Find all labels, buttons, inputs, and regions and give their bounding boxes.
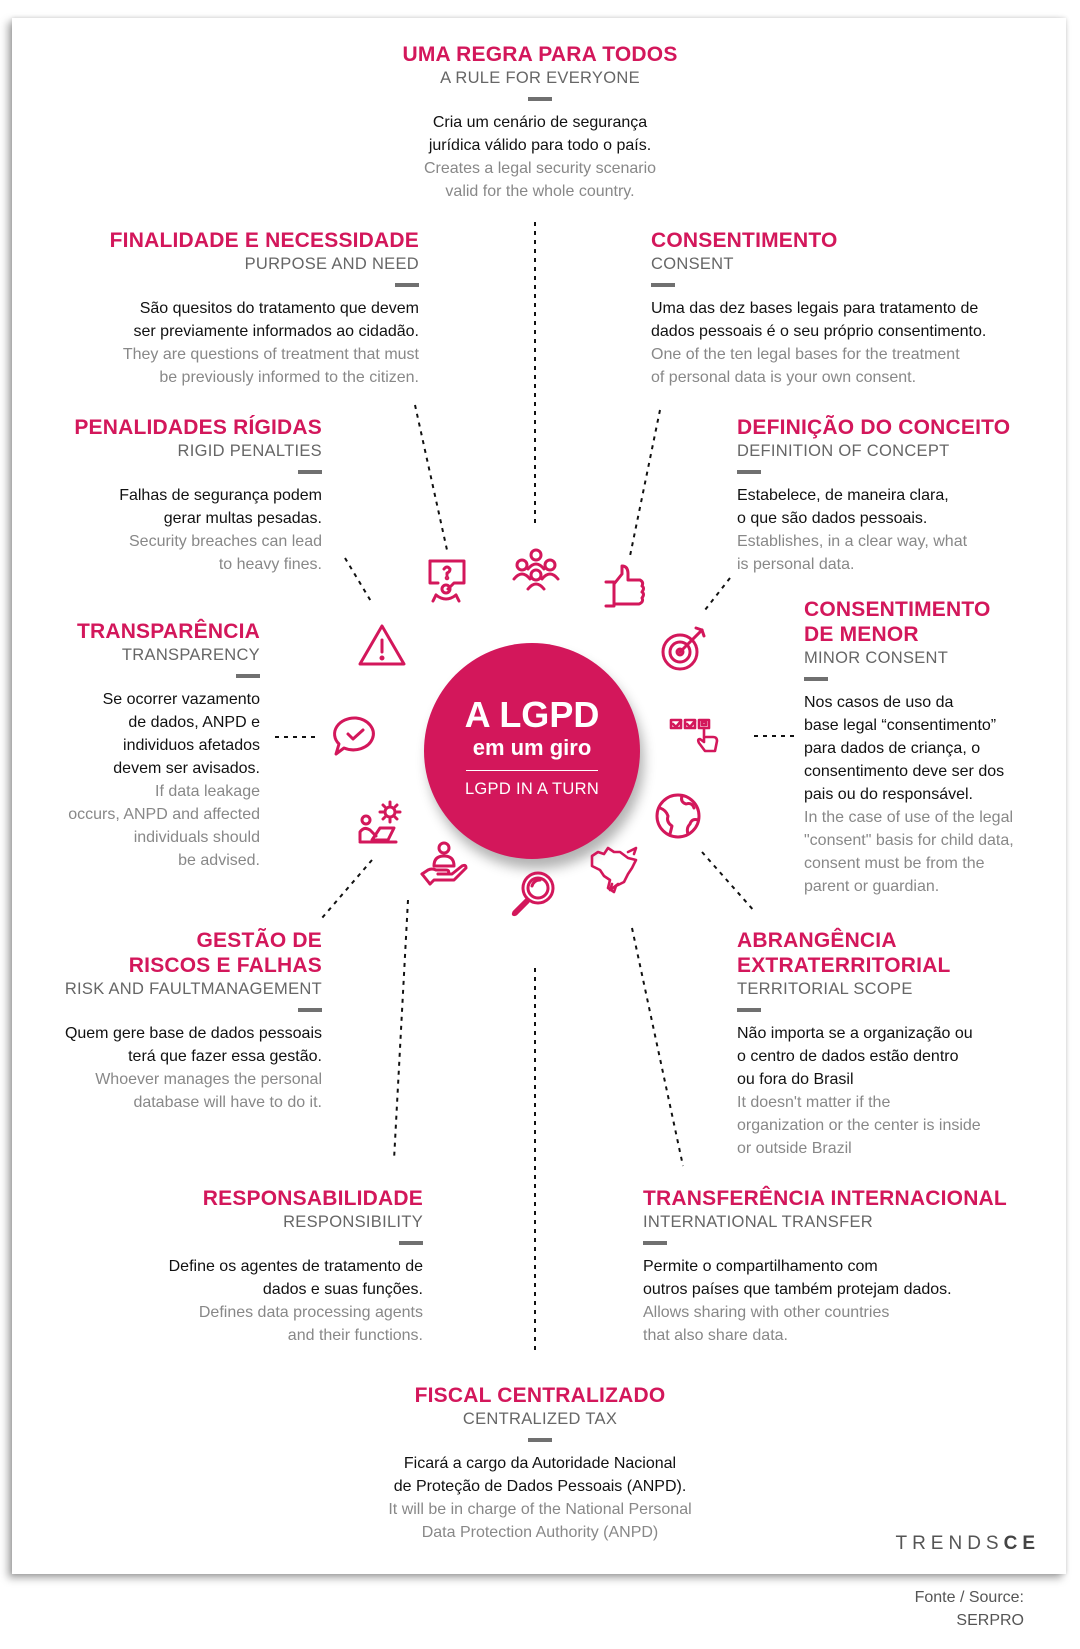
section-subtitle: CENTRALIZED TAX <box>462 1410 618 1428</box>
section-text-en: They are questions of treatment that must be previously informed to the citizen. <box>122 346 419 386</box>
section-text-en: Creates a legal security scenario valid for the whole country. <box>423 160 657 200</box>
section-title: RESPONSABILIDADE <box>202 1187 423 1210</box>
divider <box>236 674 260 678</box>
center-subtitle-pt: em um giro <box>472 735 592 760</box>
center-divider <box>466 770 598 771</box>
section-rule-for-everyone <box>340 42 740 203</box>
section-subtitle: A RULE FOR EVERYONE <box>440 69 640 87</box>
section-title: FISCAL CENTRALIZADO <box>414 1384 666 1407</box>
logo-light: TRENDS <box>895 1533 1004 1554</box>
section-purpose-need <box>40 228 419 389</box>
section-text-pt: Permite o compartilhamento com outros países que também protejam dados. <box>643 1258 952 1298</box>
chat-check-icon <box>330 712 382 764</box>
section-subtitle: DEFINITION OF CONCEPT <box>737 442 950 460</box>
target-icon <box>658 622 710 674</box>
section-title: GESTÃO DE RISCOS E FALHAS <box>128 929 322 977</box>
section-text-pt: Estabelece, de maneira clara, o que são dados pessoais. <box>737 487 949 527</box>
section-international-transfer <box>643 1186 1073 1347</box>
section-responsibility <box>100 1186 423 1347</box>
checkbox-click-icon <box>668 710 720 762</box>
section-title: PENALIDADES RÍGIDAS <box>74 416 322 439</box>
thumbs-up-icon <box>598 560 650 612</box>
center-title: A LGPD <box>464 694 600 735</box>
section-subtitle: TERRITORIAL SCOPE <box>737 980 913 998</box>
section-subtitle: RIGID PENALTIES <box>177 442 322 460</box>
section-text-en: Defines data processing agents and their functions. <box>198 1304 423 1344</box>
section-minor-consent <box>804 597 1074 898</box>
section-consent <box>651 228 1071 389</box>
section-title: DEFINIÇÃO DO CONCEITO <box>737 416 1011 439</box>
section-text-pt: Nos casos de uso da base legal “consentimento” para dados de criança, o consentimento deve ser dos pais ou do responsável. <box>804 694 1005 803</box>
section-transparency <box>30 619 260 872</box>
section-text-pt: São quesitos do tratamento que devem ser previamente informados ao cidadão. <box>133 300 419 340</box>
divider <box>399 1241 423 1245</box>
section-title: TRANSPARÊNCIA <box>76 620 260 643</box>
divider <box>395 283 419 287</box>
section-title: CONSENTIMENTO <box>651 229 838 252</box>
section-title: TRANSFERÊNCIA INTERNACIONAL <box>643 1187 1007 1210</box>
section-text-en: If data leakage occurs, ANPD and affected individuals should be advised. <box>68 783 260 869</box>
section-centralized-tax <box>320 1383 760 1544</box>
trendsce-logo <box>895 1533 1040 1555</box>
divider <box>643 1241 667 1245</box>
warning-triangle-icon <box>356 620 408 672</box>
section-text-en: One of the ten legal bases for the treatment of personal data is your own consent. <box>651 346 960 386</box>
divider <box>298 1008 322 1012</box>
section-subtitle: RESPONSIBILITY <box>283 1213 423 1231</box>
section-subtitle: INTERNATIONAL TRANSFER <box>643 1213 873 1231</box>
divider <box>804 677 828 681</box>
divider <box>528 97 552 101</box>
section-title: CONSENTIMENTO DE MENOR <box>804 598 991 646</box>
divider <box>298 470 322 474</box>
magnifier-icon <box>508 868 560 920</box>
divider <box>651 283 675 287</box>
people-group-icon <box>510 545 562 597</box>
section-text-pt: Se ocorrer vazamento de dados, ANPD e individuos afetados devem ser avisados. <box>102 691 260 777</box>
center-circle <box>424 643 640 859</box>
section-subtitle: RISK AND FAULTMANAGEMENT <box>64 980 322 998</box>
hand-person-icon <box>418 840 470 892</box>
section-rigid-penalties <box>40 415 322 576</box>
section-title: UMA REGRA PARA TODOS <box>402 43 678 66</box>
section-subtitle: PURPOSE AND NEED <box>244 255 419 273</box>
divider <box>737 470 761 474</box>
section-subtitle: CONSENT <box>651 255 734 273</box>
question-presenter-icon <box>424 555 476 607</box>
section-subtitle: MINOR CONSENT <box>804 649 949 667</box>
section-text-en: In the case of use of the legal "consent" basis for child data, consent must be from the parent or guardian. <box>804 809 1014 895</box>
section-text-pt: Define os agentes de tratamento de dados e suas funções. <box>168 1258 423 1298</box>
logo-bold: CE <box>1003 1533 1040 1554</box>
section-territorial-scope <box>737 928 1067 1160</box>
section-text-pt: Quem gere base de dados pessoais terá que fazer essa gestão. <box>64 1025 322 1065</box>
section-text-pt: Uma das dez bases legais para tratamento de dados pessoais é o seu próprio consentimento. <box>651 300 987 340</box>
person-laptop-gear-icon <box>356 798 408 850</box>
section-title: ABRANGÊNCIA EXTRATERRITORIAL <box>737 929 951 977</box>
section-text-en: It doesn't matter if the organization or the center is inside or outside Brazil <box>737 1094 981 1157</box>
section-title: FINALIDADE E NECESSIDADE <box>109 229 419 252</box>
section-text-en: Security breaches can lead to heavy fines. <box>129 533 322 573</box>
section-subtitle: TRANSPARENCY <box>121 646 260 664</box>
section-text-pt: Falhas de segurança podem gerar multas pesadas. <box>119 487 322 527</box>
section-text-en: Establishes, in a clear way, what is personal data. <box>737 533 968 573</box>
divider <box>528 1438 552 1442</box>
section-text-en: Whoever manages the personal database will have to do it. <box>95 1071 322 1111</box>
source-credit: Fonte / Source: SERPRO <box>914 1589 1024 1629</box>
section-text-en: Allows sharing with other countries that also share data. <box>643 1304 890 1344</box>
center-subtitle-en: LGPD IN A TURN <box>464 780 600 798</box>
divider <box>737 1008 761 1012</box>
globe-icon <box>652 790 704 842</box>
section-text-pt: Ficará a cargo da Autoridade Nacional de Proteção de Dados Pessoais (ANPD). <box>393 1455 687 1495</box>
section-definition <box>737 415 1067 576</box>
brazil-map-arrows-icon <box>588 842 640 894</box>
section-risk-management <box>30 928 322 1114</box>
section-text-pt: Cria um cenário de segurança jurídica válido para todo o país. <box>428 114 652 154</box>
section-text-pt: Não importa se a organização ou o centro de dados estão dentro ou fora do Brasil <box>737 1025 973 1088</box>
section-text-en: It will be in charge of the National Personal Data Protection Authority (ANPD) <box>388 1501 692 1541</box>
